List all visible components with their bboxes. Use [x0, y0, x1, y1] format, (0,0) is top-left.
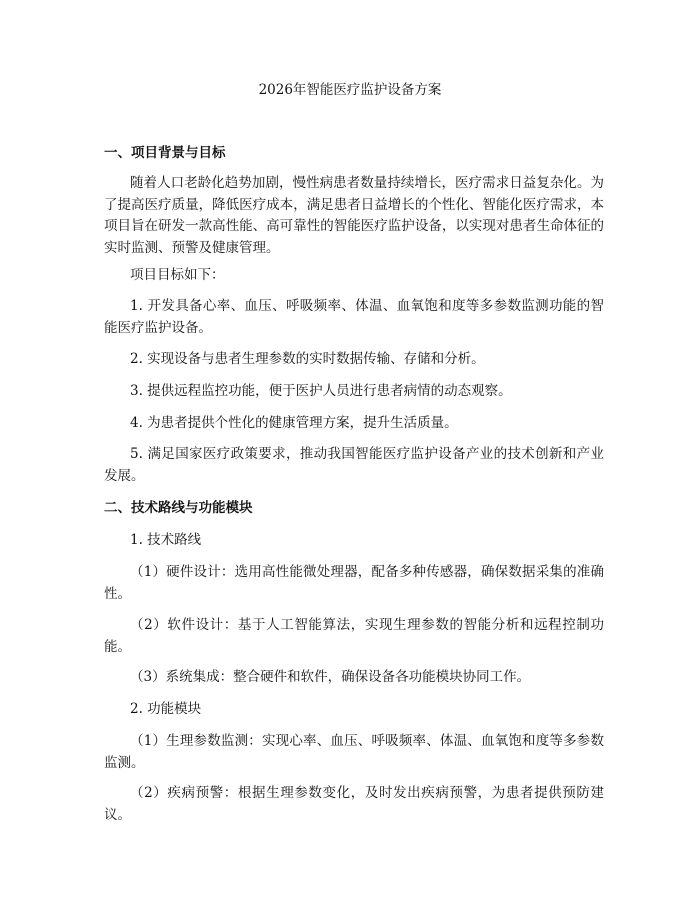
paragraph-background: 随着人口老龄化趋势加剧，慢性病患者数量持续增长，医疗需求日益复杂化。为了提高医疗质量，降低医疗成本，满足患者日益增长的个性化、智能化医疗需求，本项目旨在研发一款高性能、高可靠性的智能医疗监护设备，以实现对患者生命体征的实时监测、预警及健康管理。	[104, 175, 604, 256]
tech-route-integration: （3）系统集成：整合硬件和软件，确保设备各功能模块协同工作。	[130, 669, 531, 685]
section-heading-tech-modules: 二、技术路线与功能模块	[104, 500, 253, 516]
section-heading-background-goals: 一、项目背景与目标	[104, 145, 226, 161]
goal-item-3: 3. 提供远程监控功能，便于医护人员进行患者病情的动态观察。	[130, 383, 512, 399]
module-physiological-monitoring: （1）生理参数监测：实现心率、血压、呼吸频率、体温、血氧饱和度等多参数监测。	[104, 733, 604, 771]
goal-item-2: 2. 实现设备与患者生理参数的实时数据传输、存储和分析。	[130, 351, 485, 367]
goal-item-5: 5. 满足国家医疗政策要求，推动我国智能医疗监护设备产业的技术创新和产业发展。	[104, 446, 604, 484]
goal-item-1: 1. 开发具备心率、血压、呼吸频率、体温、血氧饱和度等多参数监测功能的智能医疗监护设备。	[104, 298, 604, 336]
paragraph-goals-intro: 项目目标如下：	[130, 267, 225, 283]
subsection-function-modules: 2. 功能模块	[130, 701, 202, 717]
subsection-tech-route: 1. 技术路线	[130, 532, 202, 548]
document-title: 2026年智能医疗监护设备方案	[258, 82, 442, 98]
module-disease-warning: （2）疾病预警：根据生理参数变化，及时发出疾病预警，为患者提供预防建议。	[104, 785, 604, 823]
goal-item-4: 4. 为患者提供个性化的健康管理方案，提升生活质量。	[130, 415, 458, 431]
tech-route-hardware: （1）硬件设计：选用高性能微处理器，配备多种传感器，确保数据采集的准确性。	[104, 564, 604, 602]
tech-route-software: （2）软件设计：基于人工智能算法，实现生理参数的智能分析和远程控制功能。	[104, 617, 604, 655]
